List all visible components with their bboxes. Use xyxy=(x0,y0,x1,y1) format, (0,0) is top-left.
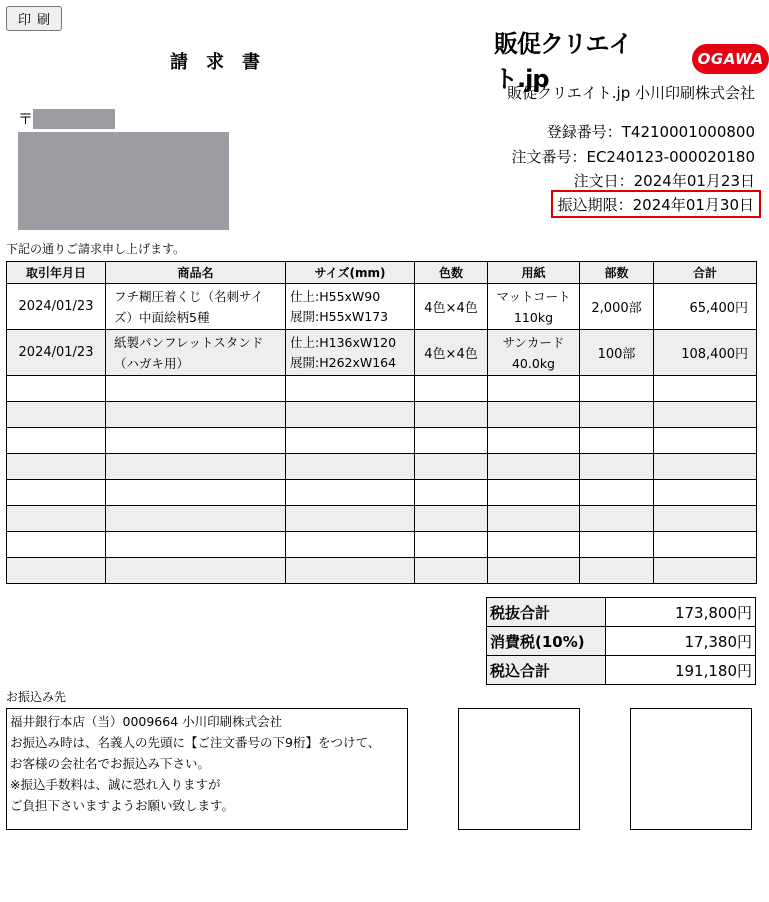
empty-row xyxy=(7,480,757,506)
ogawa-logo: OGAWA xyxy=(692,44,769,74)
intro-text: 下記の通りご請求申し上げます。 xyxy=(6,242,186,256)
cell-total: 108,400円 xyxy=(654,330,757,376)
tax-row xyxy=(487,627,756,656)
header-total: 合計 xyxy=(654,262,757,284)
cell-colors: 4色×4色 xyxy=(415,284,488,330)
issuer-company: 販促クリエイト.jp 小川印刷株式会社 xyxy=(507,84,755,102)
redacted-recipient-address xyxy=(18,132,229,230)
size-unfolded: 展開:H262xW164 xyxy=(290,354,397,370)
subtotal-value: 173,800円 xyxy=(606,598,756,627)
print-button[interactable]: 印刷 xyxy=(6,6,62,31)
cell-product: フチ糊圧着くじ（名刺サイズ）中面絵柄5種 xyxy=(106,284,286,330)
order-number: 注文番号：EC240123-000020180 xyxy=(511,148,755,166)
grand-total-label: 税込合計 xyxy=(487,656,606,685)
stamp-box xyxy=(630,708,752,830)
tax-value: 17,380円 xyxy=(606,627,756,656)
size-unfolded: 展開:H55xW173 xyxy=(290,308,389,324)
header-size: サイズ(mm) xyxy=(286,262,415,284)
bank-line: お客様の会社名でお振込み下さい。 xyxy=(10,756,211,771)
grand-total-value: 191,180円 xyxy=(606,656,756,685)
bank-line: ご負担下さいますようお願い致します。 xyxy=(10,798,235,813)
header-colors: 色数 xyxy=(415,262,488,284)
cell-product: 紙製パンフレットスタンド（ハガキ用） xyxy=(106,330,286,376)
cell-size xyxy=(286,284,415,330)
bank-line: 福井銀行本店（当）0009664 小川印刷株式会社 xyxy=(10,714,283,729)
size-finished: 仕上:H55xW90 xyxy=(290,288,381,304)
header-product: 商品名 xyxy=(106,262,286,284)
empty-row xyxy=(7,532,757,558)
size-finished: 仕上:H136xW120 xyxy=(290,334,397,350)
document-title: 請 求 書 xyxy=(170,52,260,73)
bank-line: お振込み時は、名義人の先頭に【ご注文番号の下9桁】をつけて、 xyxy=(10,735,381,750)
grand-total-row xyxy=(487,656,756,685)
header-quantity: 部数 xyxy=(580,262,654,284)
cell-paper: サンカード 40.0kg xyxy=(488,330,580,376)
cell-paper: マットコート 110kg xyxy=(488,284,580,330)
table-header-row xyxy=(7,262,757,284)
totals-table xyxy=(486,597,756,685)
table-row xyxy=(7,284,757,330)
header-date: 取引年月日 xyxy=(7,262,106,284)
empty-row xyxy=(7,376,757,402)
empty-row xyxy=(7,454,757,480)
cell-date: 2024/01/23 xyxy=(7,330,106,376)
items-table xyxy=(6,261,757,584)
cell-date: 2024/01/23 xyxy=(7,284,106,330)
bank-line: ※振込手数料は、誠に恐れ入りますが xyxy=(10,777,221,792)
bank-info-box xyxy=(6,708,408,830)
cell-quantity: 2,000部 xyxy=(580,284,654,330)
cell-total: 65,400円 xyxy=(654,284,757,330)
redacted-postal-code xyxy=(33,109,115,129)
subtotal-label: 税抜合計 xyxy=(487,598,606,627)
subtotal-row xyxy=(487,598,756,627)
brand-name: 販促クリエイト.jp xyxy=(494,30,632,93)
stamp-box xyxy=(458,708,580,830)
postal-mark: 〒 xyxy=(18,110,34,128)
empty-row xyxy=(7,428,757,454)
registration-number: 登録番号：T4210001000800 xyxy=(546,123,755,141)
bank-heading: お振込み先 xyxy=(6,690,67,704)
payment-deadline: 振込期限：2024年01月30日 xyxy=(551,190,761,218)
cell-colors: 4色×4色 xyxy=(415,330,488,376)
cell-quantity: 100部 xyxy=(580,330,654,376)
cell-size xyxy=(286,330,415,376)
header-paper: 用紙 xyxy=(488,262,580,284)
order-date: 注文日：2024年01月23日 xyxy=(573,172,755,190)
table-row xyxy=(7,330,757,376)
empty-row xyxy=(7,402,757,428)
empty-row xyxy=(7,506,757,532)
tax-label: 消費税(10%) xyxy=(487,627,606,656)
empty-row xyxy=(7,558,757,584)
